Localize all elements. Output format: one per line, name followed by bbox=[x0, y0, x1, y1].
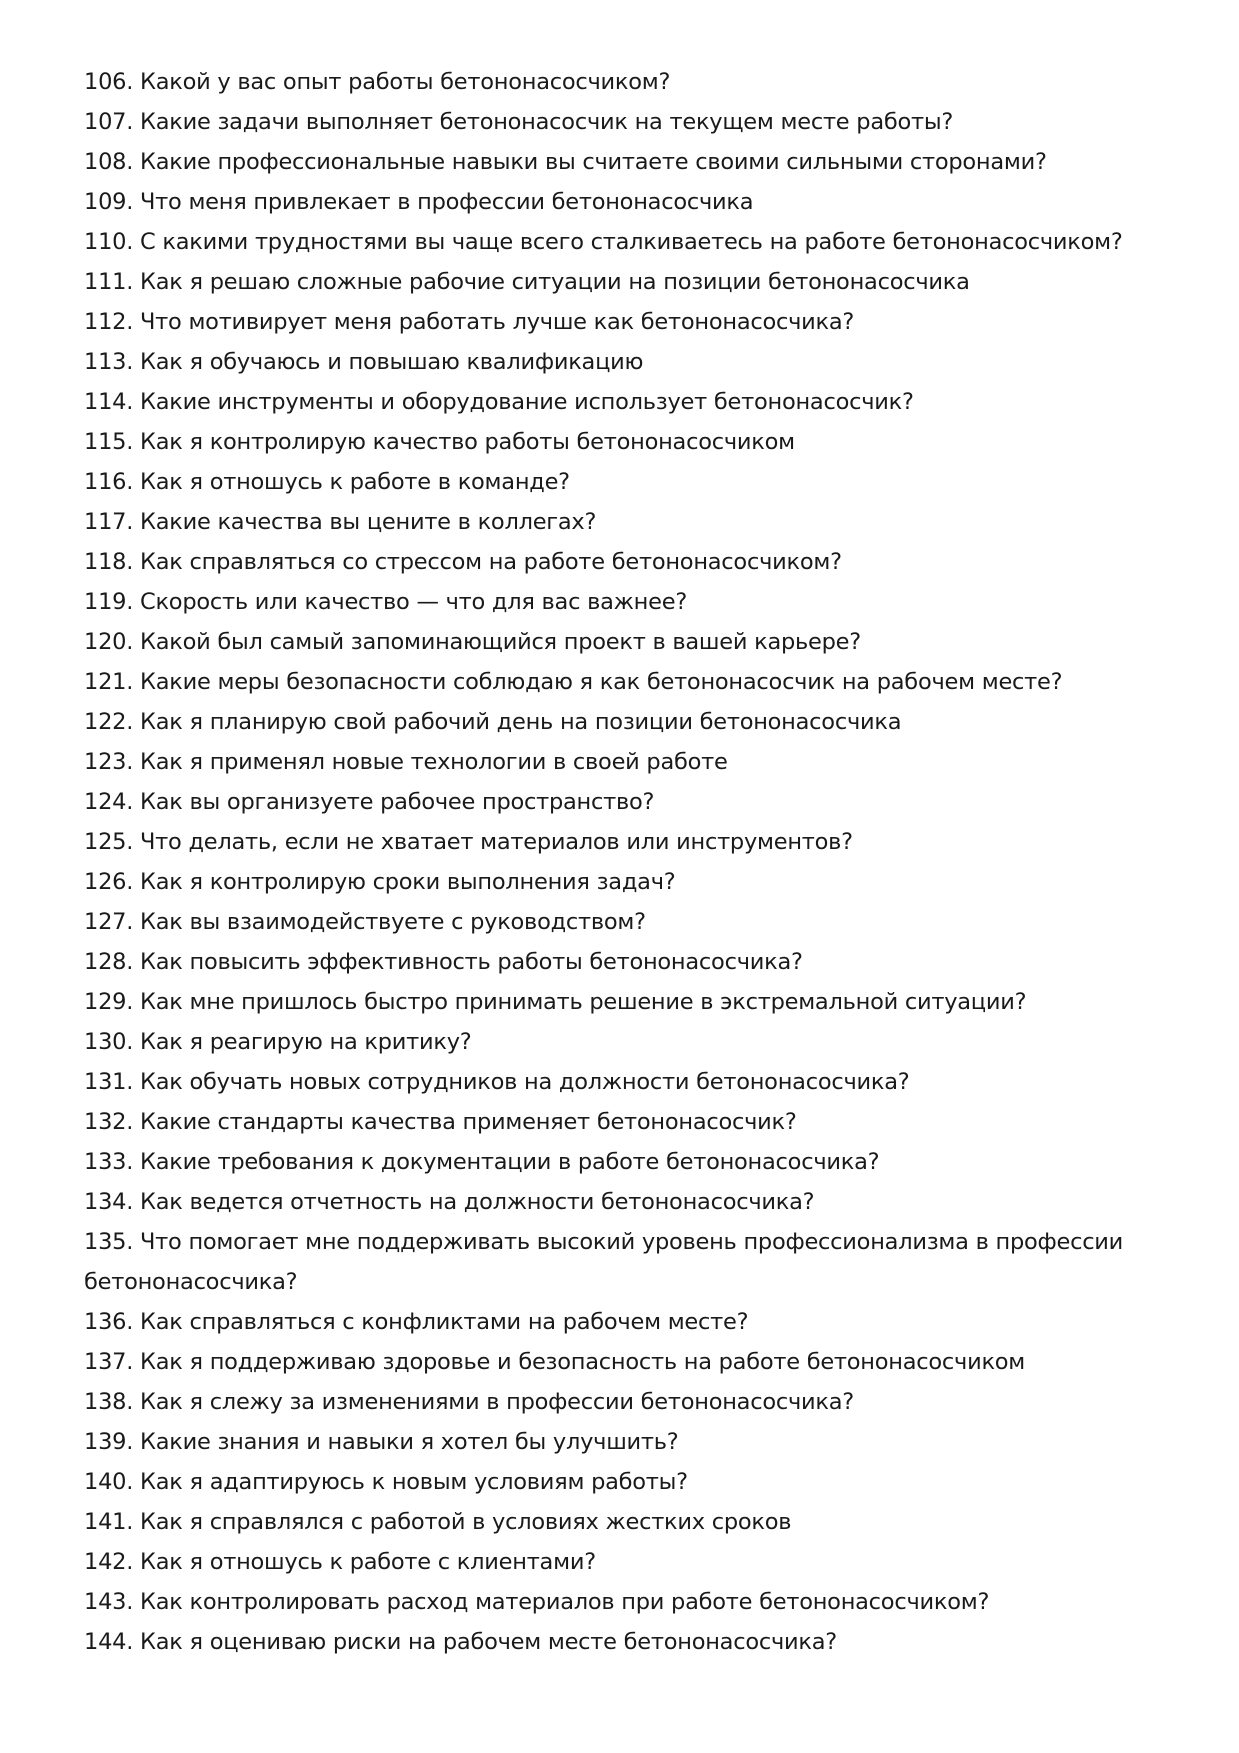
question-item: 117. Какие качества вы цените в коллегах? bbox=[84, 509, 597, 535]
question-item: 122. Как я планирую свой рабочий день на позиции бетононасосчика bbox=[84, 709, 902, 735]
question-item: 106. Какой у вас опыт работы бетононасосчиком? bbox=[84, 69, 671, 95]
question-item: 131. Как обучать новых сотрудников на должности бетононасосчика? bbox=[84, 1069, 910, 1095]
question-item: 115. Как я контролирую качество работы бетононасосчиком bbox=[84, 429, 795, 455]
question-item: 121. Какие меры безопасности соблюдаю я как бетононасосчик на рабочем месте? bbox=[84, 669, 1063, 695]
question-item: 108. Какие профессиональные навыки вы считаете своими сильными сторонами? bbox=[84, 149, 1047, 175]
question-list bbox=[84, 62, 1164, 1662]
question-item: 128. Как повысить эффективность работы бетононасосчика? bbox=[84, 949, 803, 975]
question-item: 111. Как я решаю сложные рабочие ситуации на позиции бетононасосчика bbox=[84, 269, 970, 295]
question-item: 143. Как контролировать расход материалов при работе бетононасосчиком? bbox=[84, 1589, 990, 1615]
question-item: 129. Как мне пришлось быстро принимать решение в экстремальной ситуации? bbox=[84, 989, 1027, 1015]
question-item: 113. Как я обучаюсь и повышаю квалификацию bbox=[84, 349, 644, 375]
question-item: 139. Какие знания и навыки я хотел бы улучшить? bbox=[84, 1429, 679, 1455]
question-item: 107. Какие задачи выполняет бетононасосчик на текущем месте работы? bbox=[84, 109, 954, 135]
question-item: 123. Как я применял новые технологии в своей работе bbox=[84, 749, 728, 775]
question-item: 137. Как я поддерживаю здоровье и безопасность на работе бетононасосчиком bbox=[84, 1349, 1026, 1375]
question-item: 114. Какие инструменты и оборудование использует бетононасосчик? bbox=[84, 389, 914, 415]
question-item: 130. Как я реагирую на критику? bbox=[84, 1029, 472, 1055]
question-item: 126. Как я контролирую сроки выполнения задач? bbox=[84, 869, 676, 895]
question-item: 133. Какие требования к документации в работе бетононасосчика? bbox=[84, 1149, 880, 1175]
question-item: 125. Что делать, если не хватает материалов или инструментов? bbox=[84, 829, 853, 855]
question-item: 120. Какой был самый запоминающийся проект в вашей карьере? bbox=[84, 629, 861, 655]
question-item: 134. Как ведется отчетность на должности бетононасосчика? bbox=[84, 1189, 815, 1215]
question-item: 112. Что мотивирует меня работать лучше как бетононасосчика? bbox=[84, 309, 855, 335]
question-item: 124. Как вы организуете рабочее пространство? bbox=[84, 789, 655, 815]
question-item: 144. Как я оцениваю риски на рабочем месте бетононасосчика? bbox=[84, 1629, 837, 1655]
question-item: 109. Что меня привлекает в профессии бетононасосчика bbox=[84, 189, 754, 215]
question-item: 138. Как я слежу за изменениями в профессии бетононасосчика? bbox=[84, 1389, 854, 1415]
question-item: 140. Как я адаптируюсь к новым условиям работы? bbox=[84, 1469, 688, 1495]
question-item: 118. Как справляться со стрессом на работе бетононасосчиком? bbox=[84, 549, 842, 575]
question-item: 116. Как я отношусь к работе в команде? bbox=[84, 469, 570, 495]
question-item: 110. С какими трудностями вы чаще всего сталкиваетесь на работе бетононасосчиком? bbox=[84, 229, 1123, 255]
question-item: 142. Как я отношусь к работе с клиентами? bbox=[84, 1549, 596, 1575]
question-item: 135. Что помогает мне поддерживать высокий уровень профессионализма в профессии бетононасосчика? bbox=[84, 1229, 1124, 1295]
question-item: 127. Как вы взаимодействуете с руководством? bbox=[84, 909, 646, 935]
question-item: 136. Как справляться с конфликтами на рабочем месте? bbox=[84, 1309, 749, 1335]
question-item: 132. Какие стандарты качества применяет бетононасосчик? bbox=[84, 1109, 797, 1135]
question-item: 141. Как я справлялся с работой в условиях жестких сроков bbox=[84, 1509, 792, 1535]
question-item: 119. Скорость или качество — что для вас важнее? bbox=[84, 589, 688, 615]
